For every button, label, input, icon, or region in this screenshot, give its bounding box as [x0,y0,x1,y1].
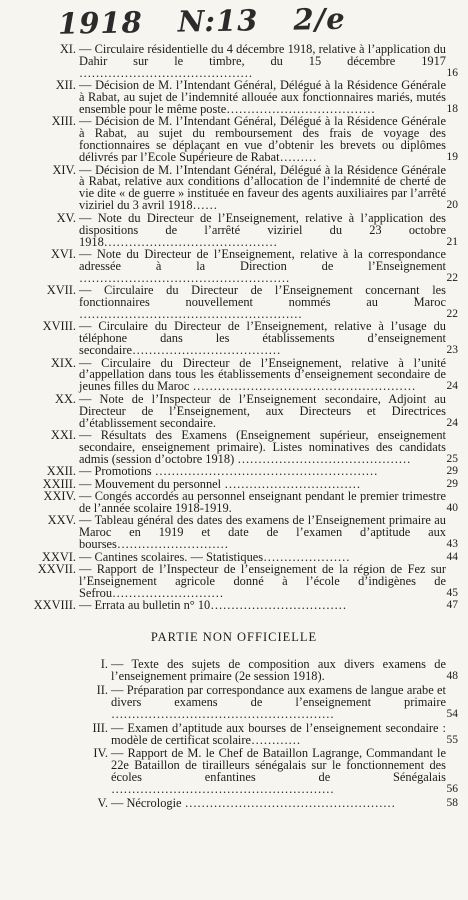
toc-entry [0,748,468,796]
entry-page: 43 [446,538,458,551]
entry-page: 29 [446,477,458,490]
entry-number: XXVI. [41,549,76,564]
entry-page: 22 [446,271,458,284]
entry-number: XX. [55,391,76,406]
entry-number: II. [96,682,108,697]
entry-page: 56 [446,783,458,796]
entry-number: V. [97,796,108,811]
toc-entry [0,491,468,515]
handwritten-annotation [58,1,370,40]
entry-page: 44 [446,550,458,563]
unofficial-entries [0,659,468,810]
toc-entry [0,162,468,213]
entry-title: — Mouvement du personnel …………………………… [79,476,361,491]
toc-entry [0,720,468,747]
entry-page: 45 [446,586,458,599]
toc-entry [0,116,468,164]
entry-number: I. [100,657,108,672]
entry-number: XVI. [50,246,76,261]
entry-number: XIII. [51,114,76,129]
entry-title: — Note du Directeur de l’Enseignement, relative à la correspondance adressée à la Direction de l’Enseignement …………………………………………… [79,246,446,285]
entry-page: 22 [446,307,458,320]
entry-page: 55 [446,733,458,746]
entry-title: — Circulaire du Directeur de l’Enseignement, relative à l’usage du téléphone dans les établissements d’enseignement secondaire……………………………… [79,319,446,358]
entry-title: — Texte des sujets de composition aux divers examens de l’enseignement primaire (2e session 1918). [111,657,446,683]
toc-entry [0,285,468,321]
entry-number: XVIII. [42,319,76,334]
toc-entry [0,798,468,810]
entry-title: — Examen d’aptitude aux bourses de l’enseignement secondaire : modèle de certificat scolaire………… [111,720,446,747]
entry-number: XIV. [52,162,76,177]
entry-number: XXVIII. [33,598,76,613]
entry-number: XXIII. [42,476,76,491]
entry-title: — Note de l’Inspecteur de l’Enseignement secondaire, Adjoint au Directeur de l’Enseignement, aux Directeurs et Directrices d’établissement secondaire. [79,391,446,430]
toc-entry [0,44,468,80]
toc-entry [0,515,468,551]
entry-page: 24 [446,380,458,393]
toc-entry [0,80,468,116]
handwritten-mark: 2/e [293,1,346,37]
toc-entry [0,561,468,600]
entry-title: — Tableau général des dates des examens de l’Enseignement primaire au Maroc en 1919 et date de l’examen d’aptitude aux bourses……………………… [79,513,446,552]
entry-title: — Circulaire du Directeur de l’Enseignement concernant les fonctionnaires nouvellement nommés au Maroc ……………………………………………… [79,283,446,321]
entry-title: — Errata au bulletin n° 10…………………………… [79,598,347,613]
entry-number: III. [92,720,108,735]
entry-page: 29 [446,465,458,478]
entry-page: 48 [446,670,458,682]
entry-page: 47 [446,599,458,612]
entry-number: XI. [59,42,76,56]
entry-page: 18 [446,103,458,116]
entry-title: — Congés accordés au personnel enseignant pendant le premier trimestre de l’année scolaire 1918-1919. [79,489,446,515]
entry-page: 20 [446,199,458,212]
entry-page: 25 [446,452,458,465]
entry-title: — Circulaire résidentielle du 4 décembre 1918, relative à l’application du Dahir sur le timbre, du 15 décembre 1917 …………………………………… [79,42,446,80]
official-entries [0,44,468,612]
entry-page: 40 [446,501,458,514]
entry-title: — Circulaire du Directeur de l’Enseignement, relative à l’unité d’appellation dans tous les établissements d’enseignement secondaire de jeunes filles du Maroc ……………………………………………… [79,355,446,394]
table-of-contents [0,44,468,812]
entry-number: XV. [56,210,76,225]
entry-page: 16 [446,66,458,79]
handwritten-number: N:13 [177,3,259,39]
handwritten-year: 1918 [57,5,144,41]
entry-page: 58 [446,797,458,810]
entry-title: — Note du Directeur de l’Enseignement, relative à l’application des dispositions de l’arrêté viziriel du 23 octobre 1918…………………………………… [79,210,446,249]
toc-entry [0,600,468,612]
entry-number: IV. [93,746,108,761]
entry-number: XXV. [47,513,76,528]
toc-entry [0,659,468,683]
entry-title: — Décision de M. l’Intendant Général, Délégué à la Résidence Générale à Rabat, au sujet de l’indemnité allouée aux fonctionnaires mariés, mutés ensemble pour le même poste……………………………… [79,78,446,117]
toc-entry [0,321,468,357]
entry-title: — Nécrologie …………………………………………… [111,796,396,811]
toc-entry [0,355,468,394]
toc-entry [0,430,468,466]
entry-title: — Rapport de l’Inspecteur de l’enseignement de la région de Fez sur l’Enseignement agricole donné à l’école d’indigènes de Sefrou……………………… [79,561,446,600]
entry-title: — Préparation par correspondance aux examens de langue arabe et divers examens de l’enseignement primaire ……………………………………………… [111,682,446,721]
entry-number: XXIV. [43,489,76,504]
entry-title: — Cantines scolaires. — Statistiques………………… [79,549,350,564]
entry-number: XVII. [46,283,76,298]
entry-number: XIX. [50,355,76,370]
entry-number: XXVII. [37,561,76,576]
entry-title: — Rapport de M. le Chef de Bataillon Lagrange, Commandant le 22e Bataillon de tirailleurs sénégalais sur le fonctionnement des écoles enfantines de Sénégalais ……………………………………………… [111,746,446,797]
entry-page: 54 [446,707,458,720]
entry-number: XXI. [50,428,76,442]
toc-entry [0,682,468,721]
entry-title: — Décision de M. l’Intendant Général, Délégué à la Résidence Générale à Rabat, relative aux conditions d’allocation de l’indemnité de cherté de vie dite « de guerre » instituée en faveur des agents auxiliaires par l’arrêté viziriel du 3 avril 1918…… [79,162,446,213]
entry-page: 21 [446,235,458,248]
entry-title: — Résultats des Examens (Enseignement supérieur, enseignement secondaire, enseignement primaire). Listes nominatives des candidats admis (session d’octobre 1918) …………………………………… [79,428,446,466]
entry-number: XII. [55,78,76,93]
toc-entry [0,391,468,430]
entry-page: 23 [446,344,458,357]
entry-title: — Promotions ……………………………………………… [79,464,378,479]
toc-entry [0,210,468,249]
section-title: PARTIE NON OFFICIELLE [150,630,318,645]
entry-title: — Décision de M. l’Intendant Général, Délégué à la Résidence Générale à Rabat, au sujet du remboursement des frais de voyage des fonctionnaires se déplaçant en vue d’obtenir les brevets ou diplômes délivrés par l’Ecole Supérieure de Rabat……… [79,114,446,165]
entry-page: 19 [446,151,458,164]
entry-number: XXII. [46,464,76,479]
toc-entry [0,246,468,285]
entry-page: 24 [446,416,458,429]
